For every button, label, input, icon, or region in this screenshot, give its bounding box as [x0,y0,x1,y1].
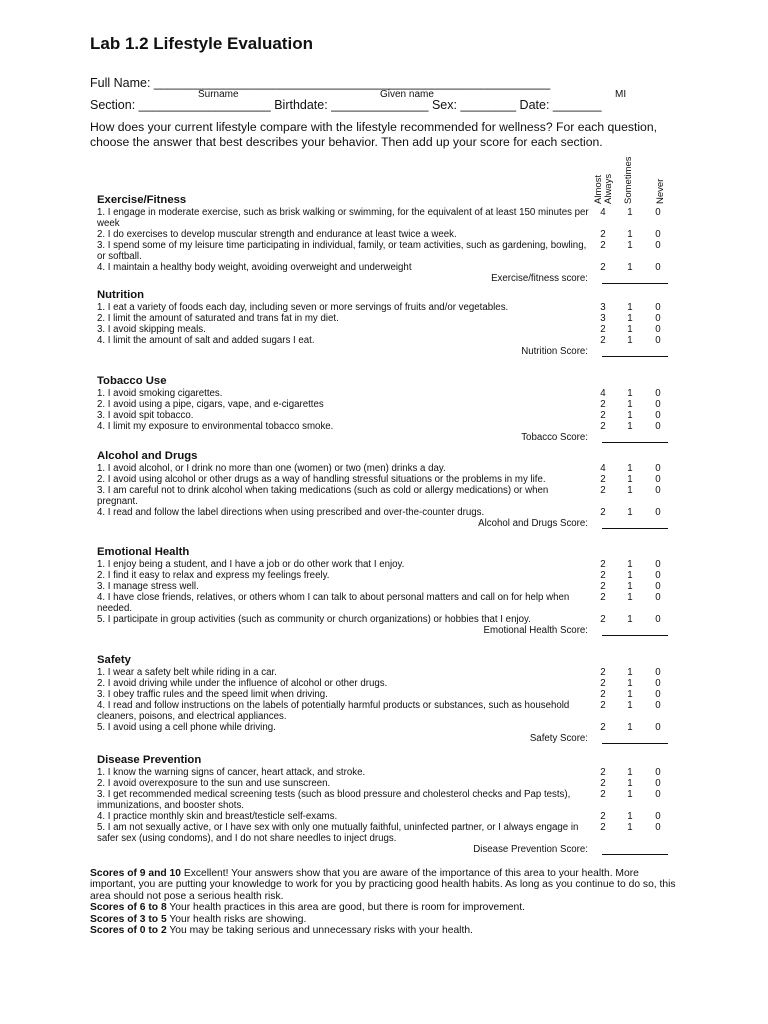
question-row [97,485,673,507]
score-option[interactable]: 1 [627,592,633,603]
question-row [97,689,673,700]
legend-range: Scores of 9 and 10 [90,868,181,879]
section-disease-prevention [97,753,673,856]
legend-range: Scores of 6 to 8 [90,902,167,914]
question-text: 5. I am not sexually active, or I have sex with only one mutually faithful, uninfected partner, or I always engage in safer sex (using condoms), and I do not share needles to inject drugs. [97,822,579,844]
section-score-blank[interactable] [602,528,668,529]
question-row [97,474,673,485]
score-option[interactable]: 0 [655,689,661,700]
legend-text: You may be taking serious and unnecessary risks with your health. [166,925,473,937]
question-row [97,678,673,689]
score-option[interactable]: 2 [600,789,606,800]
score-option[interactable]: 0 [655,507,661,518]
question-text: 1. I avoid alcohol, or I drink no more than one (women) or two (men) drinks a day. [97,463,446,474]
section-score-line [97,346,673,358]
score-option[interactable]: 1 [627,207,633,218]
score-option[interactable]: 0 [655,570,661,581]
question-text: 2. I avoid overexposure to the sun and use sunscreen. [97,778,331,789]
question-text: 1. I know the warning signs of cancer, heart attack, and stroke. [97,767,366,778]
score-option[interactable]: 1 [627,667,633,678]
section-score-line [97,844,673,856]
section-score-label: Tobacco Score: [521,432,588,443]
section-score-blank[interactable] [602,743,668,744]
section-title: Emotional Health [97,546,190,558]
question-row [97,335,673,346]
legend-text: Your health practices in this area are good, but there is room for improvement. [166,902,525,914]
question-row [97,421,673,432]
score-option[interactable]: 1 [627,399,633,410]
column-header-line: Sometimes [623,156,634,204]
score-option[interactable]: 4 [600,388,606,399]
score-option[interactable]: 2 [600,592,606,603]
question-row [97,207,673,229]
score-option[interactable]: 2 [600,570,606,581]
question-row [97,581,673,592]
section-exercise-fitness [97,193,673,285]
score-option[interactable]: 0 [655,789,661,800]
question-row [97,302,673,313]
question-text: 3. I avoid skipping meals. [97,324,206,335]
question-row [97,614,673,625]
score-option[interactable]: 2 [600,229,606,240]
score-option[interactable]: 1 [627,302,633,313]
section-title: Tobacco Use [97,375,167,387]
question-text: 3. I am careful not to drink alcohol when taking medications (such as cold or allergy medications) or when pregnant. [97,485,549,507]
question-text: 1. I eat a variety of foods each day, including seven or more servings of fruits and/or vegetables. [97,302,509,313]
score-option[interactable]: 1 [627,485,633,496]
question-row [97,229,673,240]
question-text: 4. I read and follow the label directions when using prescribed and over-the-counter drugs. [97,507,485,518]
score-option[interactable]: 1 [627,559,633,570]
section-alcohol-and-drugs [97,449,673,530]
score-option[interactable]: 0 [655,410,661,421]
score-option[interactable]: 0 [655,229,661,240]
score-option[interactable]: 0 [655,474,661,485]
question-row [97,789,673,811]
score-option[interactable]: 1 [627,778,633,789]
score-option[interactable]: 2 [600,614,606,625]
section-score-blank[interactable] [602,854,668,855]
section-score-blank[interactable] [602,356,668,357]
score-option[interactable]: 2 [600,240,606,251]
question-text: 3. I obey traffic rules and the speed limit when driving. [97,689,328,700]
score-option[interactable]: 0 [655,614,661,625]
question-row [97,410,673,421]
score-option[interactable]: 1 [627,229,633,240]
section-tobacco-use [97,374,673,444]
score-option[interactable]: 1 [627,324,633,335]
score-option[interactable]: 0 [655,302,661,313]
score-option[interactable]: 0 [655,667,661,678]
question-text: 2. I avoid driving while under the influence of alcohol or other drugs. [97,678,388,689]
question-text: 5. I avoid using a cell phone while driving. [97,722,276,733]
question-text: 2. I find it easy to relax and express my feelings freely. [97,570,330,581]
score-option[interactable]: 1 [627,240,633,251]
section-score-blank[interactable] [602,635,668,636]
question-text: 2. I avoid using alcohol or other drugs as a way of handling stressful situations or the problems in my life. [97,474,546,485]
section-title: Disease Prevention [97,754,202,766]
section-score-blank[interactable] [602,283,668,284]
score-option[interactable]: 0 [655,485,661,496]
score-option[interactable]: 2 [600,399,606,410]
question-text: 1. I avoid smoking cigarettes. [97,388,223,399]
score-option[interactable]: 3 [600,313,606,324]
section-score-label: Disease Prevention Score: [473,844,588,855]
question-row [97,700,673,722]
question-text: 2. I limit the amount of saturated and trans fat in my diet. [97,313,339,324]
section-score-label: Emotional Health Score: [483,625,588,636]
question-text: 3. I avoid spit tobacco. [97,410,194,421]
score-option[interactable]: 0 [655,581,661,592]
score-option[interactable]: 2 [600,485,606,496]
score-option[interactable]: 0 [655,399,661,410]
score-option[interactable]: 0 [655,421,661,432]
question-text: 2. I do exercises to develop muscular strength and endurance at least twice a week. [97,229,457,240]
column-header-line: Always [603,173,614,204]
question-row [97,399,673,410]
score-option[interactable]: 1 [627,614,633,625]
section-score-label: Safety Score: [529,733,588,744]
score-option[interactable]: 0 [655,335,661,346]
score-option[interactable]: 2 [600,811,606,822]
question-row [97,811,673,822]
question-text: 4. I maintain a healthy body weight, avoiding overweight and underweight [97,262,412,273]
surname-caption: Surname [198,89,239,100]
question-row [97,822,673,844]
score-option[interactable]: 1 [627,811,633,822]
question-row [97,667,673,678]
legend-range: Scores of 3 to 5 [90,913,167,925]
column-header-line: Never [655,178,666,204]
score-option[interactable]: 2 [600,722,606,733]
question-text: 5. I participate in group activities (such as community or church organizations) or hobbies that I enjoy. [97,614,531,625]
section-score-label: Nutrition Score: [521,346,588,357]
section-score-line [97,432,673,444]
question-row [97,240,673,262]
score-option[interactable]: 0 [655,207,661,218]
section-emotional-health [97,545,673,637]
score-option[interactable]: 1 [627,570,633,581]
section-score-line [97,518,673,530]
legend-text: Excellent! Your answers show that you are aware of the importance of this area to your health. More important, you are putting your knowledge to work for you by practicing good health habits. As long as you continue to do so, this area should not pose a serious health risk. [90,868,676,902]
score-option[interactable]: 1 [627,463,633,474]
score-option[interactable]: 1 [627,678,633,689]
question-row [97,559,673,570]
score-option[interactable]: 0 [655,240,661,251]
question-row [97,507,673,518]
section-score-blank[interactable] [602,442,668,443]
score-option[interactable]: 0 [655,778,661,789]
score-option[interactable]: 2 [600,667,606,678]
question-text: 3. I manage stress well. [97,581,199,592]
score-option[interactable]: 1 [627,767,633,778]
score-option[interactable]: 2 [600,767,606,778]
section-score-line [97,273,673,285]
column-header-line: Almost [593,174,604,204]
score-option[interactable]: 1 [627,262,633,273]
score-option[interactable]: 0 [655,811,661,822]
score-option[interactable]: 0 [655,324,661,335]
score-option[interactable]: 0 [655,463,661,474]
question-text: 1. I wear a safety belt while riding in a car. [97,667,277,678]
instructions: How does your current lifestyle compare with the lifestyle recommended for wellness? For each question, choose the answer that best describes your behavior. Then add up your score for each section. [90,120,657,149]
legend-entry [90,868,680,902]
section-score-line [97,625,673,637]
page-title: Lab 1.2 Lifestyle Evaluation [90,34,313,53]
score-option[interactable]: 2 [600,700,606,711]
full-name-field[interactable]: Full Name: _________________________________________________________ [90,76,551,90]
score-option[interactable]: 2 [600,507,606,518]
score-option[interactable]: 1 [627,388,633,399]
score-option[interactable]: 1 [627,700,633,711]
question-text: 1. I enjoy being a student, and I have a job or do other work that I enjoy. [97,559,405,570]
section-title: Nutrition [97,289,145,301]
question-text: 3. I spend some of my leisure time participating in individual, family, or team activities, such as gardening, bowling, or softball. [97,240,587,262]
question-row [97,388,673,399]
score-option[interactable]: 2 [600,324,606,335]
question-text: 4. I limit my exposure to environmental tobacco smoke. [97,421,334,432]
given-name-caption: Given name [380,89,434,100]
score-option[interactable]: 0 [655,592,661,603]
score-option[interactable]: 1 [627,581,633,592]
score-option[interactable]: 1 [627,507,633,518]
score-option[interactable]: 2 [600,559,606,570]
score-option[interactable]: 2 [600,410,606,421]
score-option[interactable]: 1 [627,722,633,733]
score-option[interactable]: 2 [600,335,606,346]
question-row [97,722,673,733]
score-option[interactable]: 2 [600,474,606,485]
score-option[interactable]: 3 [600,302,606,313]
section-score-label: Exercise/fitness score: [491,273,588,284]
question-text: 4. I limit the amount of salt and added sugars I eat. [97,335,315,346]
score-option[interactable]: 2 [600,581,606,592]
legend-entry [90,914,680,925]
question-text: 3. I get recommended medical screening tests (such as blood pressure and cholesterol checks and Pap tests), immunizations, and booster shots. [97,789,571,811]
score-option[interactable]: 0 [655,767,661,778]
score-option[interactable]: 1 [627,822,633,833]
score-option[interactable]: 0 [655,388,661,399]
question-text: 2. I avoid using a pipe, cigars, vape, and e-cigarettes [97,399,324,410]
section-title: Alcohol and Drugs [97,450,198,462]
legend-text: Your health risks are showing. [166,913,307,925]
score-option[interactable]: 2 [600,778,606,789]
score-option[interactable]: 0 [655,700,661,711]
score-option[interactable]: 2 [600,822,606,833]
score-option[interactable]: 1 [627,335,633,346]
question-row [97,463,673,474]
score-option[interactable]: 0 [655,678,661,689]
score-option[interactable]: 1 [627,410,633,421]
score-option[interactable]: 0 [655,559,661,570]
score-option[interactable]: 1 [627,313,633,324]
score-option[interactable]: 0 [655,262,661,273]
section-title: Safety [97,654,131,666]
score-legend [90,868,680,936]
legend-range: Scores of 0 to 2 [90,925,167,937]
score-option[interactable]: 4 [600,207,606,218]
score-option[interactable]: 4 [600,463,606,474]
score-option[interactable]: 0 [655,313,661,324]
score-option[interactable]: 2 [600,678,606,689]
section-title: Exercise/Fitness [97,194,187,206]
question-text: 4. I practice monthly skin and breast/testicle self-exams. [97,811,338,822]
question-row [97,778,673,789]
section-score-line [97,733,673,745]
question-row [97,767,673,778]
section-birthdate-sex-date-fields[interactable]: Section: ___________________ Birthdate: ______________ Sex: ________ Date: _______ [90,98,602,112]
score-option[interactable]: 2 [600,262,606,273]
section-nutrition [97,288,673,358]
legend-entry [90,902,680,913]
section-safety [97,653,673,745]
question-row [97,592,673,614]
score-option[interactable]: 2 [600,689,606,700]
score-option[interactable]: 1 [627,421,633,432]
score-option[interactable]: 1 [627,789,633,800]
score-option[interactable]: 0 [655,722,661,733]
section-score-label: Alcohol and Drugs Score: [478,518,588,529]
mi-caption: MI [615,89,627,100]
question-row [97,262,673,273]
question-row [97,570,673,581]
question-text: 4. I read and follow instructions on the labels of potentially harmful products or substances, such as household cleaners, poisons, and electrical appliances. [97,700,570,722]
question-row [97,324,673,335]
score-option[interactable]: 0 [655,822,661,833]
question-text: 1. I engage in moderate exercise, such as brisk walking or swimming, for the equivalent of at least 150 minutes per week [97,207,589,229]
score-option[interactable]: 1 [627,474,633,485]
score-option[interactable]: 2 [600,421,606,432]
question-text: 4. I have close friends, relatives, or others whom I can talk to about personal matters and call on for help when needed. [97,592,570,614]
score-option[interactable]: 1 [627,689,633,700]
legend-entry [90,925,680,936]
question-row [97,313,673,324]
